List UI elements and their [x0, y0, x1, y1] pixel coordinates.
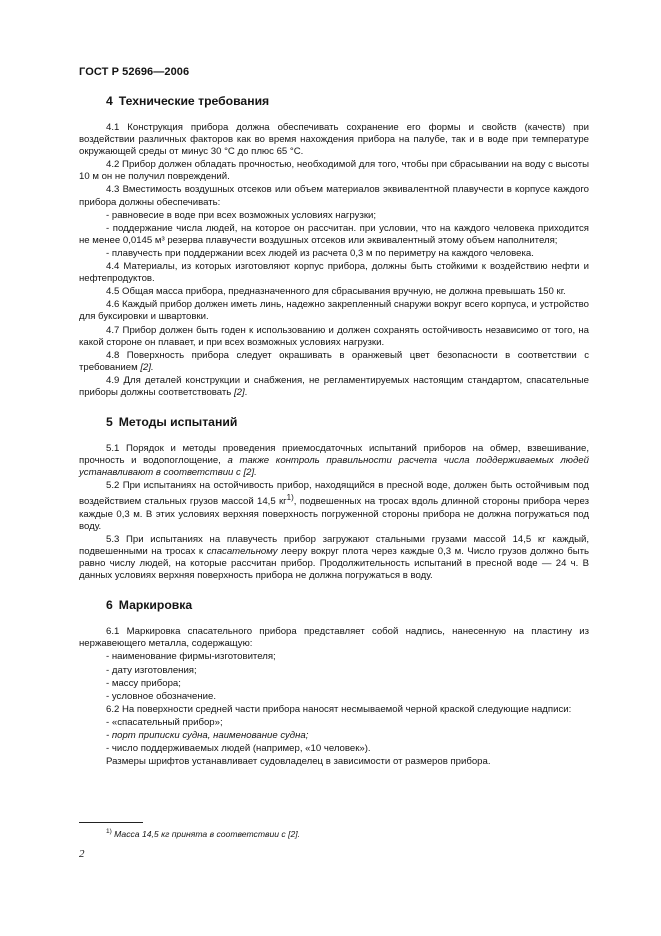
page-number: 2 [79, 848, 85, 860]
italic-text: спасательному [206, 546, 278, 557]
list-item: - массу прибора; [106, 677, 181, 689]
paragraph-4-5: 4.5 Общая масса прибора, предназначенного для сбрасывания вручную, не должна превышать 150 кг. [106, 286, 566, 298]
list-item: - дату изготовления; [106, 664, 197, 676]
paragraph-4-9 [79, 375, 589, 399]
footnote-text: Масса 14,5 кг принята в соответствии с [2]. [114, 828, 301, 839]
paragraph-4-8 [79, 350, 589, 374]
section-5 [79, 415, 589, 582]
paragraph-4-1: 4.1 Конструкция прибора должна обеспечивать сохранение его формы и свойств (качеств) при воздействии различных факторов как во время нахождения прибора на палубе, так и в воде при температуре окружающей среды от минус 30 °С до плюс 65 °С. [79, 122, 589, 158]
paragraph-5-2 [79, 480, 589, 533]
paragraph-6-2: 6.2 На поверхности средней части прибора наносят несмываемой черной краской следующие надписи: [106, 703, 572, 715]
list-item: - равновесие в воде при всех возможных условиях нагрузки; [106, 209, 377, 221]
paragraph-5-1 [79, 443, 589, 479]
paragraph-5-3 [79, 534, 589, 582]
section-title-text: Технические требования [118, 94, 270, 108]
section-4 [79, 94, 589, 399]
section-4-title [79, 94, 589, 108]
standard-header: ГОСТ Р 52696—2006 [79, 66, 190, 78]
section-number: 6 [106, 598, 113, 613]
paragraph-4-6: 4.6 Каждый прибор должен иметь линь, надежно закрепленный снаружи вокруг всего корпуса, и устройство для буксировки и швартовки. [79, 299, 589, 323]
section-6-title [79, 598, 589, 612]
section-number: 5 [106, 415, 113, 430]
paragraph-text: , подвешенных на тросах вдоль длинной стороны прибора через каждые 0,3 м. В этих условиях верхняя поверхность погруженной стороны прибора не должна погружаться под воду. [79, 496, 589, 532]
list-item: - порт приписки судна, наименование судна; [106, 730, 309, 742]
list-item: - поддержание числа людей, на которое он рассчитан. при условии, что на каждого человека приходится не менее 0,0145 м³ резерва плавучести воздушных отсеков или эквивалентный этому объем наполнителя; [79, 222, 589, 246]
paragraph-4-7: 4.7 Прибор должен быть годен к использованию и должен сохранять остойчивость независимо от того, на какой стороне он плавает, и при всех возможных условиях нагрузки. [79, 324, 589, 348]
list-item: - число поддерживаемых людей (например, «10 человек»). [106, 743, 371, 755]
reference: [2]. [140, 361, 154, 373]
paragraph-text: 4.9 Для деталей конструкции и снабжения, не регламентируемых настоящим стандартом, спасательные приборы должны соответствовать [79, 374, 589, 398]
section-title-text: Маркировка [118, 598, 193, 613]
paragraph-end: . [244, 386, 248, 398]
paragraph-text: 5.1 Порядок и методы проведения приемосдаточных испытаний приборов на обмер, взвешивание, прочность и водопоглощение, [79, 443, 589, 467]
list-item: - плавучесть при поддержании всех людей из расчета 0,3 м по периметру на каждого человека. [106, 247, 534, 259]
paragraph-text: 5.2 При испытаниях на остойчивость прибор, находящийся в пресной воде, должен быть остойчивым под воздействием стальных грузов массой 14,5 кг [79, 480, 589, 508]
document-body [79, 92, 589, 784]
reference: [2] [233, 386, 245, 398]
list-item: - наименование фирмы-изготовителя; [106, 651, 276, 663]
section-number: 4 [106, 94, 113, 108]
paragraph-6-2-end: Размеры шрифтов устанавливает судовладелец в зависимости от размеров прибора. [106, 756, 491, 768]
footnote [106, 828, 300, 839]
paragraph-4-3: 4.3 Вместимость воздушных отсеков или объем материалов эквивалентной плавучести в корпусе каждого прибора должны обеспечивать: [79, 184, 589, 208]
list-item: - условное обозначение. [106, 690, 216, 702]
footnote-marker: 1) [106, 828, 112, 835]
paragraph-text: 5.3 При испытаниях на плавучесть прибор загружают стальными грузами массой 14,5 кг каждый, подвешенными на тросах к [79, 533, 589, 557]
section-6 [79, 598, 589, 768]
section-5-title [79, 415, 589, 429]
paragraph-4-2: 4.2 Прибор должен обладать прочностью, необходимой для того, чтобы при сбрасывании на воду с высоты 10 м он не получил повреждений. [79, 159, 589, 183]
list-item: - «спасательный прибор»; [106, 716, 223, 728]
footnote-marker: 1) [286, 493, 294, 503]
paragraph-text: 4.8 Поверхность прибора следует окрашивать в оранжевый цвет безопасности в соответствии с требованием [79, 349, 589, 373]
paragraph-6-1: 6.1 Маркировка спасательного прибора представляет собой надпись, нанесенную на пластину из нержавеющего металла, содержащую: [79, 626, 589, 650]
section-title-text: Методы испытаний [118, 415, 238, 430]
paragraph-4-4: 4.4 Материалы, из которых изготовляют корпус прибора, должны быть стойкими к воздействию нефти и нефтепродуктов. [79, 261, 589, 285]
footnote-divider [79, 822, 143, 823]
italic-text: а также контроль правильности расчета числа поддерживаемых людей устанавливают в соответствии с [2]. [79, 455, 589, 479]
paragraph-text: лееру вокруг плота через каждые 0,3 м. Число грузов должно быть равно числу людей, на которые рассчитан прибор. Продолжительность испытаний в пресной воде — 24 ч. В данных условиях верхняя поверхность прибора не должна погружаться в воду. [79, 546, 589, 582]
